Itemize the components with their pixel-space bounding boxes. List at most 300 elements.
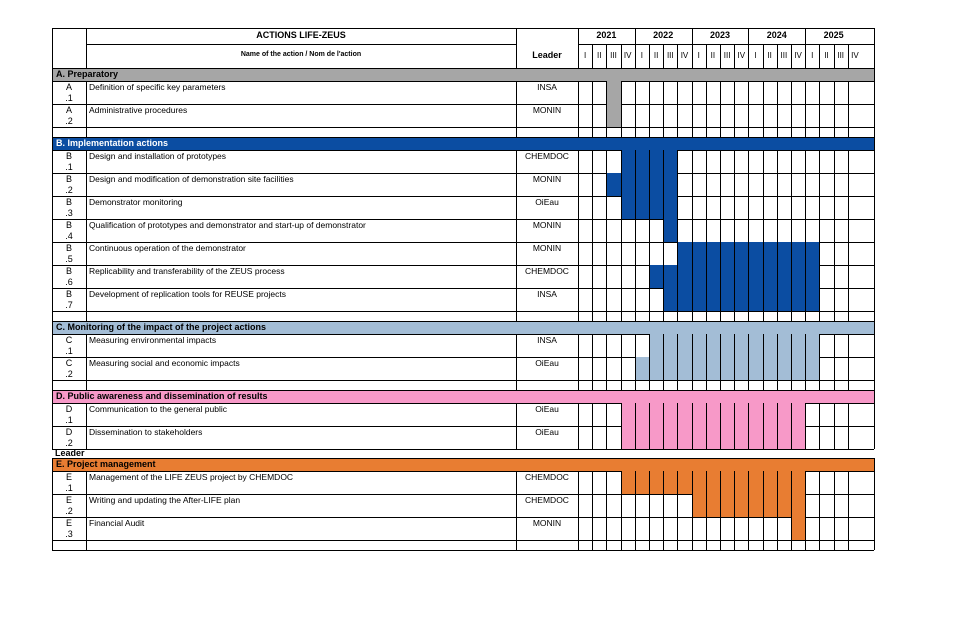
action-code-number: .2 (65, 506, 73, 516)
quarter-grid (720, 150, 721, 173)
quarter-grid (677, 334, 678, 357)
gantt-bar-d (677, 403, 691, 426)
grid-line-v (578, 311, 579, 321)
quarter-header: III (666, 51, 674, 60)
quarter-grid (621, 311, 622, 321)
quarter-grid (805, 380, 806, 390)
gantt-bar-d (706, 403, 720, 426)
quarter-grid (677, 265, 678, 288)
gantt-bar-e (791, 471, 805, 494)
gantt-bar-c (734, 357, 748, 380)
quarter-grid (777, 265, 778, 288)
quarter-grid (834, 311, 835, 321)
quarter-grid (777, 242, 778, 265)
quarter-grid (805, 242, 806, 265)
grid-line-v (86, 173, 87, 196)
quarter-grid (819, 219, 820, 242)
quarter-grid (748, 81, 749, 104)
quarter-grid (663, 219, 664, 242)
quarter-grid (777, 173, 778, 196)
action-code-letter: C (65, 335, 73, 345)
quarter-grid (748, 403, 749, 426)
quarter-grid (834, 426, 835, 449)
grid-line-v (516, 127, 517, 137)
grid-line-v (578, 357, 579, 380)
quarter-grid (635, 334, 636, 357)
action-leader: CHEMDOC (525, 472, 569, 482)
grid-line-v (516, 540, 517, 550)
quarter-grid (791, 334, 792, 357)
gantt-bar-b (649, 173, 663, 196)
grid-line-v (874, 403, 875, 426)
quarter-grid (720, 311, 721, 321)
gantt-bar-e (692, 471, 706, 494)
gantt-bar-b (677, 242, 691, 265)
quarter-grid (834, 150, 835, 173)
quarter-grid (621, 127, 622, 137)
quarter-grid (706, 426, 707, 449)
grid-line-v (578, 471, 579, 494)
quarter-grid (748, 517, 749, 540)
quarter-grid (663, 334, 664, 357)
quarter-grid (592, 357, 593, 380)
quarter-grid (777, 380, 778, 390)
quarter-grid (734, 81, 735, 104)
quarter-grid (734, 540, 735, 550)
gantt-bar-c (748, 357, 762, 380)
action-name: Demonstrator monitoring (89, 197, 183, 207)
quarter-divider (677, 44, 678, 68)
gantt-bar-c (791, 334, 805, 357)
quarter-grid (848, 127, 849, 137)
grid-line-v (874, 517, 875, 540)
grid-line-v (874, 68, 875, 81)
quarter-grid (763, 265, 764, 288)
quarter-grid (606, 127, 607, 137)
quarter-grid (635, 265, 636, 288)
quarter-grid (635, 471, 636, 494)
quarter-grid (763, 127, 764, 137)
gantt-bar-b (720, 288, 734, 311)
quarter-grid (748, 127, 749, 137)
gantt-bar-e (720, 494, 734, 517)
gantt-bar-b (748, 288, 762, 311)
quarter-grid (677, 494, 678, 517)
quarter-grid (777, 426, 778, 449)
quarter-grid (748, 150, 749, 173)
gantt-bar-b (763, 242, 777, 265)
gantt-bar-b (692, 288, 706, 311)
quarter-grid (663, 426, 664, 449)
grid-line-v (52, 68, 53, 81)
quarter-grid (606, 288, 607, 311)
grid-line-v (874, 471, 875, 494)
quarter-grid (848, 311, 849, 321)
action-name: Dissemination to stakeholders (89, 427, 203, 437)
grid-line-v (578, 173, 579, 196)
quarter-grid (635, 426, 636, 449)
quarter-grid (720, 471, 721, 494)
quarter-grid (706, 104, 707, 127)
quarter-grid (606, 242, 607, 265)
quarter-grid (805, 173, 806, 196)
quarter-grid (621, 426, 622, 449)
quarter-grid (819, 540, 820, 550)
gantt-bar-b (734, 242, 748, 265)
quarter-header: II (653, 51, 659, 60)
quarter-grid (720, 380, 721, 390)
quarter-grid (606, 517, 607, 540)
quarter-grid (621, 242, 622, 265)
quarter-grid (791, 471, 792, 494)
quarter-grid (692, 288, 693, 311)
quarter-grid (677, 311, 678, 321)
quarter-grid (706, 242, 707, 265)
quarter-grid (834, 219, 835, 242)
grid-line-v (52, 288, 53, 311)
quarter-grid (592, 173, 593, 196)
grid-line-v (516, 403, 517, 426)
quarter-grid (649, 426, 650, 449)
gantt-bar-b (663, 173, 677, 196)
action-code-letter: A (65, 82, 72, 92)
action-name: Administrative procedures (89, 105, 188, 115)
quarter-grid (692, 242, 693, 265)
grid-line-v (874, 540, 875, 550)
grid-line-v (578, 28, 579, 68)
grid-line-v (874, 219, 875, 242)
grid-line-h (52, 550, 874, 551)
header-top-line (52, 28, 874, 29)
quarter-grid (677, 242, 678, 265)
quarter-grid (791, 426, 792, 449)
gantt-bar-b (777, 288, 791, 311)
action-leader: OiEau (535, 358, 559, 368)
quarter-grid (791, 357, 792, 380)
grid-line-v (578, 127, 579, 137)
quarter-grid (834, 380, 835, 390)
quarter-grid (805, 265, 806, 288)
quarter-grid (649, 517, 650, 540)
action-name: Continuous operation of the demonstrator (89, 243, 246, 253)
quarter-header: II (710, 51, 716, 60)
quarter-grid (621, 540, 622, 550)
gantt-bar-b (706, 265, 720, 288)
grid-line-v (516, 357, 517, 380)
gantt-bar-e (791, 494, 805, 517)
quarter-grid (805, 311, 806, 321)
year-header: 2021 (596, 30, 617, 40)
grid-line-v (874, 321, 875, 334)
quarter-grid (677, 127, 678, 137)
gantt-bar-e (791, 517, 805, 540)
grid-line-v (52, 458, 53, 471)
quarter-header: IV (623, 51, 632, 60)
gantt-bar-b (621, 196, 635, 219)
quarter-grid (848, 334, 849, 357)
grid-line-v (86, 196, 87, 219)
gantt-bar-c (663, 334, 677, 357)
quarter-grid (720, 196, 721, 219)
grid-line-v (86, 357, 87, 380)
quarter-grid (706, 540, 707, 550)
quarter-grid (720, 104, 721, 127)
grid-line-v (578, 81, 579, 104)
gantt-bar-c (692, 334, 706, 357)
quarter-grid (748, 219, 749, 242)
quarter-grid (663, 540, 664, 550)
grid-line-h (52, 311, 874, 312)
quarter-grid (734, 357, 735, 380)
quarter-grid (819, 265, 820, 288)
quarter-grid (649, 127, 650, 137)
quarter-grid (706, 150, 707, 173)
quarter-grid (592, 380, 593, 390)
gantt-bar-b (621, 173, 635, 196)
quarter-grid (706, 357, 707, 380)
quarter-grid (649, 494, 650, 517)
grid-line-v (874, 494, 875, 517)
leader-header: Leader (532, 50, 562, 60)
quarter-grid (592, 104, 593, 127)
gantt-bar-e (763, 471, 777, 494)
quarter-grid (677, 150, 678, 173)
quarter-grid (791, 81, 792, 104)
quarter-grid (706, 81, 707, 104)
action-name: Replicability and transferability of the ZEUS process (89, 266, 285, 276)
quarter-grid (606, 173, 607, 196)
gantt-bar-b (777, 265, 791, 288)
quarter-grid (777, 219, 778, 242)
gantt-bar-e (748, 471, 762, 494)
grid-line-v (86, 403, 87, 426)
quarter-grid (763, 334, 764, 357)
gantt-bar-c (720, 357, 734, 380)
grid-line-v (516, 494, 517, 517)
quarter-grid (805, 471, 806, 494)
grid-line-v (52, 426, 53, 449)
quarter-grid (805, 288, 806, 311)
quarter-grid (621, 380, 622, 390)
gantt-bar-d (635, 403, 649, 426)
grid-line-v (52, 81, 53, 104)
action-leader: MONIN (532, 220, 562, 230)
action-code-letter: B (65, 220, 72, 230)
action-code-number: .2 (65, 438, 73, 448)
quarter-grid (635, 380, 636, 390)
action-code-number: .1 (65, 346, 73, 356)
grid-line-v (874, 380, 875, 390)
grid-line-v (86, 242, 87, 265)
quarter-header: I (754, 51, 757, 60)
quarter-grid (805, 334, 806, 357)
quarter-grid (621, 150, 622, 173)
quarter-grid (763, 357, 764, 380)
header-mid-line (86, 44, 516, 45)
quarter-grid (692, 357, 693, 380)
action-code-letter: B (65, 151, 72, 161)
grid-line-v (578, 219, 579, 242)
grid-line-v (52, 150, 53, 173)
gantt-bar-b (791, 288, 805, 311)
action-leader: INSA (537, 82, 557, 92)
quarter-grid (748, 242, 749, 265)
quarter-grid (819, 196, 820, 219)
gantt-bar-d (621, 403, 635, 426)
quarter-grid (635, 494, 636, 517)
grid-line-v (874, 426, 875, 449)
gantt-bar-c (805, 334, 819, 357)
year-divider (692, 28, 693, 68)
quarter-grid (734, 494, 735, 517)
quarter-grid (692, 494, 693, 517)
action-name: Development of replication tools for REUSE projects (89, 289, 287, 299)
gantt-bar-e (677, 471, 691, 494)
grid-line-v (52, 219, 53, 242)
gantt-bar-b (635, 173, 649, 196)
gantt-bar-e (635, 471, 649, 494)
quarter-grid (848, 403, 849, 426)
year-divider (635, 28, 636, 68)
quarter-grid (834, 494, 835, 517)
quarter-grid (791, 104, 792, 127)
quarter-divider (819, 44, 820, 68)
gantt-bar-d (777, 426, 791, 449)
action-code-letter: E (65, 518, 72, 528)
quarter-grid (805, 540, 806, 550)
grid-line-v (86, 288, 87, 311)
action-leader: INSA (537, 289, 557, 299)
grid-line-v (86, 150, 87, 173)
gantt-bar-d (663, 403, 677, 426)
action-code-letter: A (65, 105, 72, 115)
quarter-grid (649, 242, 650, 265)
action-code-number: .5 (65, 254, 73, 264)
gantt-bar-c (777, 357, 791, 380)
quarter-grid (791, 494, 792, 517)
quarter-grid (592, 288, 593, 311)
quarter-grid (734, 150, 735, 173)
quarter-grid (734, 104, 735, 127)
grid-line-v (874, 173, 875, 196)
action-code-number: .3 (65, 529, 73, 539)
quarter-grid (720, 127, 721, 137)
quarter-grid (692, 173, 693, 196)
quarter-grid (649, 540, 650, 550)
quarter-header: IV (794, 51, 802, 60)
grid-line-v (52, 540, 53, 550)
gantt-bar-c (692, 357, 706, 380)
quarter-grid (677, 81, 678, 104)
quarter-grid (635, 173, 636, 196)
quarter-grid (805, 219, 806, 242)
quarter-grid (706, 471, 707, 494)
quarter-grid (692, 127, 693, 137)
action-code-number: .4 (65, 231, 73, 241)
grid-line-v (516, 288, 517, 311)
grid-line-h (52, 127, 874, 128)
gantt-bar-b (677, 265, 691, 288)
quarter-grid (677, 517, 678, 540)
quarter-grid (834, 104, 835, 127)
quarter-grid (834, 471, 835, 494)
quarter-grid (763, 471, 764, 494)
quarter-grid (791, 517, 792, 540)
quarter-grid (763, 219, 764, 242)
quarter-grid (791, 219, 792, 242)
quarter-grid (692, 471, 693, 494)
quarter-grid (592, 150, 593, 173)
quarter-grid (606, 81, 607, 104)
gantt-bar-b (748, 265, 762, 288)
quarter-grid (734, 127, 735, 137)
quarter-divider (791, 44, 792, 68)
gantt-bar-b (791, 242, 805, 265)
quarter-grid (592, 311, 593, 321)
quarter-grid (677, 403, 678, 426)
quarter-grid (734, 196, 735, 219)
quarter-grid (649, 403, 650, 426)
quarter-grid (777, 150, 778, 173)
grid-line-v (86, 471, 87, 494)
grid-line-v (52, 334, 53, 357)
gantt-bar-b (720, 265, 734, 288)
gantt-bar-b (734, 288, 748, 311)
grid-line-v (86, 127, 87, 137)
grid-line-v (516, 196, 517, 219)
gantt-bar-b (692, 242, 706, 265)
gantt-bar-b (805, 288, 819, 311)
gantt-bar-d (720, 403, 734, 426)
gantt-bar-b (663, 196, 677, 219)
quarter-grid (805, 517, 806, 540)
quarter-grid (706, 173, 707, 196)
quarter-divider (763, 44, 764, 68)
gantt-bar-c (706, 334, 720, 357)
grid-line-v (86, 219, 87, 242)
quarter-header: III (780, 51, 788, 60)
quarter-grid (805, 104, 806, 127)
quarter-grid (706, 127, 707, 137)
grid-line-v (874, 357, 875, 380)
action-code-number: .2 (65, 116, 73, 126)
quarter-grid (734, 403, 735, 426)
quarter-grid (649, 219, 650, 242)
quarter-grid (791, 311, 792, 321)
quarter-grid (834, 357, 835, 380)
quarter-grid (834, 242, 835, 265)
action-code-number: .1 (65, 162, 73, 172)
gantt-bar-e (706, 494, 720, 517)
action-leader: MONIN (532, 174, 562, 184)
quarter-grid (720, 357, 721, 380)
quarter-grid (621, 517, 622, 540)
quarter-grid (819, 403, 820, 426)
quarter-grid (777, 334, 778, 357)
quarter-grid (649, 357, 650, 380)
quarter-header: III (723, 51, 731, 60)
grid-line-v (52, 265, 53, 288)
quarter-grid (706, 494, 707, 517)
gantt-bar-e (706, 471, 720, 494)
section-header-d: D. Public awareness and dissemination of results (52, 390, 874, 403)
action-code-letter: D (65, 404, 73, 414)
quarter-grid (834, 265, 835, 288)
gantt-bar-c (706, 357, 720, 380)
gantt-bar-c (663, 357, 677, 380)
grid-line-v (578, 494, 579, 517)
quarter-grid (592, 494, 593, 517)
